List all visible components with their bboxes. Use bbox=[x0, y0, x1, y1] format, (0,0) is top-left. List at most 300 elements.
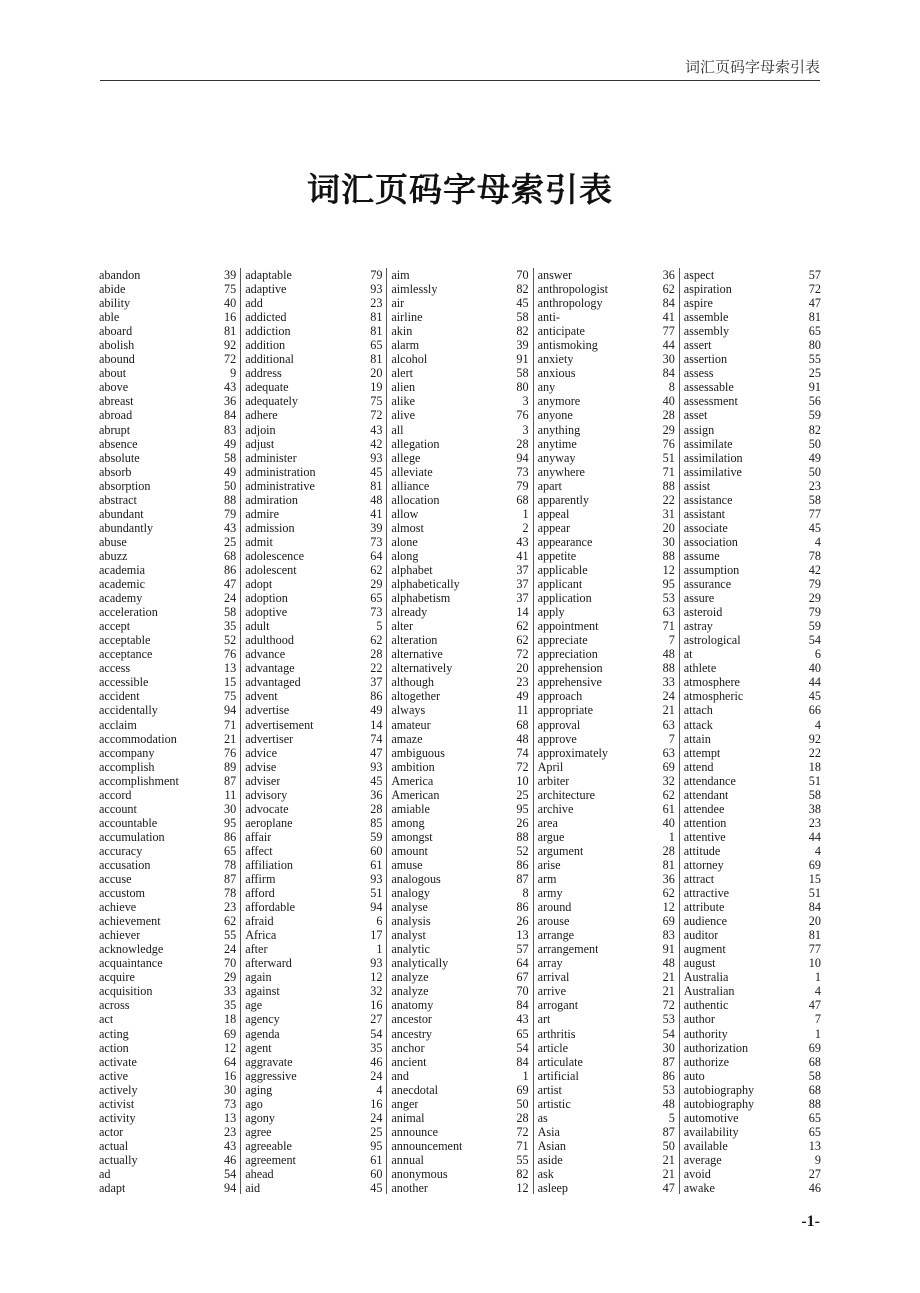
entry-page: 27 bbox=[370, 1012, 383, 1027]
index-entry bbox=[684, 479, 821, 493]
index-entry bbox=[538, 830, 675, 844]
index-entry bbox=[245, 647, 382, 661]
entry-page: 74 bbox=[370, 731, 383, 746]
index-entry bbox=[99, 310, 236, 324]
entry-word: analyse bbox=[391, 900, 428, 915]
index-entry bbox=[245, 1055, 382, 1069]
index-entry bbox=[538, 928, 675, 942]
entry-page: 68 bbox=[224, 548, 237, 563]
index-entry bbox=[391, 760, 528, 774]
entry-page: 73 bbox=[370, 605, 383, 620]
entry-word: authorization bbox=[683, 1040, 749, 1055]
entry-page: 24 bbox=[370, 1068, 383, 1083]
index-entry bbox=[684, 268, 821, 282]
entry-word: association bbox=[683, 534, 738, 549]
entry-word: advertiser bbox=[245, 731, 294, 746]
entry-page: 6 bbox=[814, 647, 821, 662]
index-entry bbox=[245, 380, 382, 394]
entry-word: adjust bbox=[245, 436, 275, 451]
index-entry bbox=[391, 661, 528, 675]
entry-word: able bbox=[99, 310, 120, 325]
index-entry bbox=[538, 703, 675, 717]
index-entry bbox=[391, 394, 528, 408]
entry-page: 43 bbox=[224, 520, 237, 535]
entry-page: 9 bbox=[814, 1152, 821, 1167]
entry-word: accidentally bbox=[99, 703, 158, 718]
entry-word: advance bbox=[245, 647, 286, 662]
running-header-title: 词汇页码字母索引表 bbox=[684, 58, 820, 76]
entry-word: awake bbox=[683, 1181, 715, 1196]
entry-page: 56 bbox=[808, 394, 821, 409]
entry-word: authority bbox=[683, 1026, 728, 1041]
index-entry bbox=[684, 998, 821, 1012]
entry-page: 40 bbox=[224, 296, 237, 311]
index-entry bbox=[245, 844, 382, 858]
index-entry bbox=[245, 928, 382, 942]
entry-page: 64 bbox=[370, 548, 383, 563]
entry-page: 43 bbox=[516, 534, 529, 549]
index-entry bbox=[99, 900, 236, 914]
entry-page: 88 bbox=[516, 829, 529, 844]
entry-word: amaze bbox=[391, 731, 423, 746]
entry-page: 22 bbox=[370, 661, 383, 676]
index-entry bbox=[538, 563, 675, 577]
index-entry bbox=[245, 268, 382, 282]
index-entry bbox=[245, 479, 382, 493]
entry-page: 21 bbox=[662, 1167, 675, 1181]
index-entry bbox=[99, 998, 236, 1012]
index-entry bbox=[99, 914, 236, 928]
entry-page: 30 bbox=[224, 1082, 237, 1097]
entry-word: application bbox=[537, 591, 592, 606]
entry-word: alphabetically bbox=[391, 577, 460, 592]
entry-word: act bbox=[99, 1012, 114, 1027]
index-entry bbox=[684, 408, 821, 422]
entry-word: apart bbox=[537, 478, 562, 493]
index-entry bbox=[245, 816, 382, 830]
entry-word: Asian bbox=[537, 1138, 566, 1153]
entry-word: auditor bbox=[683, 928, 719, 943]
entry-word: ahead bbox=[245, 1167, 274, 1181]
entry-page: 5 bbox=[376, 619, 383, 634]
entry-word: agent bbox=[245, 1040, 272, 1055]
entry-word: apparently bbox=[537, 492, 589, 507]
index-column-4 bbox=[538, 268, 675, 1198]
index-entry bbox=[684, 1097, 821, 1111]
index-entry bbox=[538, 689, 675, 703]
entry-word: august bbox=[683, 956, 716, 971]
index-entry bbox=[99, 970, 236, 984]
entry-word: army bbox=[537, 886, 563, 901]
index-entry bbox=[245, 956, 382, 970]
entry-page: 20 bbox=[808, 914, 821, 929]
entry-word: assert bbox=[683, 338, 712, 353]
entry-page: 31 bbox=[662, 506, 675, 521]
index-entry bbox=[391, 549, 528, 563]
entry-word: accuse bbox=[99, 872, 132, 887]
entry-word: addicted bbox=[245, 310, 287, 325]
entry-word: ancient bbox=[391, 1054, 427, 1069]
entry-word: announcement bbox=[391, 1138, 463, 1153]
entry-word: adhere bbox=[245, 408, 278, 423]
entry-word: affiliation bbox=[245, 857, 294, 872]
index-entry bbox=[538, 437, 675, 451]
entry-page: 21 bbox=[662, 984, 675, 999]
index-entry bbox=[99, 718, 236, 732]
entry-word: attend bbox=[683, 759, 714, 774]
entry-word: auto bbox=[683, 1068, 705, 1083]
entry-word: assist bbox=[683, 478, 711, 493]
entry-page: 1 bbox=[814, 1026, 821, 1041]
index-entry bbox=[99, 605, 236, 619]
entry-word: ask bbox=[537, 1167, 554, 1181]
entry-page: 30 bbox=[662, 1040, 675, 1055]
entry-page: 39 bbox=[516, 338, 529, 353]
entry-word: abound bbox=[99, 352, 135, 367]
entry-word: anti- bbox=[537, 310, 560, 325]
index-entry bbox=[99, 816, 236, 830]
entry-page: 71 bbox=[662, 464, 675, 479]
entry-page: 83 bbox=[224, 422, 237, 437]
entry-page: 16 bbox=[370, 998, 383, 1013]
index-column-1 bbox=[99, 268, 236, 1198]
entry-page: 82 bbox=[516, 282, 529, 297]
entry-word: allege bbox=[391, 450, 421, 465]
entry-page: 69 bbox=[808, 857, 821, 872]
index-entry bbox=[538, 970, 675, 984]
entry-page: 46 bbox=[224, 1152, 237, 1167]
index-entry bbox=[99, 1012, 236, 1026]
entry-word: automotive bbox=[683, 1110, 739, 1125]
entry-page: 50 bbox=[808, 464, 821, 479]
index-entry bbox=[391, 942, 528, 956]
entry-word: analyze bbox=[391, 984, 429, 999]
entry-page: 79 bbox=[516, 478, 529, 493]
index-entry bbox=[538, 1083, 675, 1097]
entry-page: 70 bbox=[224, 956, 237, 971]
entry-page: 24 bbox=[370, 1110, 383, 1125]
index-entry bbox=[99, 633, 236, 647]
index-entry bbox=[391, 605, 528, 619]
index-entry bbox=[538, 816, 675, 830]
entry-word: adequately bbox=[245, 394, 298, 409]
index-entry bbox=[538, 675, 675, 689]
index-entry bbox=[538, 324, 675, 338]
entry-word: arouse bbox=[537, 914, 570, 929]
entry-word: artist bbox=[537, 1082, 562, 1097]
entry-page: 86 bbox=[516, 900, 529, 915]
index-entry bbox=[99, 479, 236, 493]
entry-word: assemble bbox=[683, 310, 729, 325]
entry-word: akin bbox=[391, 324, 413, 339]
index-entry bbox=[99, 1111, 236, 1125]
index-entry bbox=[538, 507, 675, 521]
index-entry bbox=[684, 718, 821, 732]
index-entry bbox=[391, 1027, 528, 1041]
entry-page: 42 bbox=[808, 562, 821, 577]
index-entry bbox=[538, 605, 675, 619]
entry-page: 21 bbox=[662, 703, 675, 718]
entry-page: 83 bbox=[662, 928, 675, 943]
entry-page: 62 bbox=[516, 619, 529, 634]
entry-word: additional bbox=[245, 352, 294, 367]
index-entry bbox=[538, 661, 675, 675]
entry-word: adulthood bbox=[245, 633, 294, 648]
entry-page: 65 bbox=[516, 1026, 529, 1041]
entry-word: against bbox=[245, 984, 280, 999]
entry-page: 7 bbox=[668, 731, 675, 746]
entry-word: affair bbox=[245, 829, 272, 844]
index-entry bbox=[538, 521, 675, 535]
index-entry bbox=[684, 282, 821, 296]
entry-word: accessible bbox=[99, 675, 149, 690]
index-entry bbox=[245, 605, 382, 619]
entry-page: 94 bbox=[224, 1181, 237, 1196]
entry-word: abide bbox=[99, 282, 126, 297]
entry-word: arm bbox=[537, 872, 557, 887]
entry-page: 1 bbox=[814, 970, 821, 985]
entry-page: 71 bbox=[516, 1138, 529, 1153]
entry-page: 62 bbox=[516, 633, 529, 648]
entry-word: access bbox=[99, 661, 131, 676]
index-entry bbox=[245, 1153, 382, 1167]
entry-page: 58 bbox=[808, 492, 821, 507]
entry-word: alike bbox=[391, 394, 416, 409]
index-entry bbox=[245, 1167, 382, 1181]
index-entry bbox=[538, 1167, 675, 1181]
index-entry bbox=[391, 507, 528, 521]
entry-word: acting bbox=[99, 1026, 129, 1041]
entry-word: amateur bbox=[391, 717, 431, 732]
entry-word: account bbox=[99, 801, 137, 816]
entry-word: American bbox=[391, 787, 440, 802]
index-entry bbox=[684, 872, 821, 886]
index-entry bbox=[538, 1153, 675, 1167]
entry-page: 46 bbox=[370, 1054, 383, 1069]
entry-page: 36 bbox=[662, 872, 675, 887]
index-entry bbox=[538, 619, 675, 633]
entry-page: 65 bbox=[370, 338, 383, 353]
index-entry bbox=[245, 296, 382, 310]
entry-word: attentive bbox=[683, 829, 726, 844]
entry-word: ambition bbox=[391, 759, 435, 774]
entry-page: 16 bbox=[224, 310, 237, 325]
entry-word: alcohol bbox=[391, 352, 428, 367]
index-entry bbox=[684, 1083, 821, 1097]
index-entry bbox=[391, 563, 528, 577]
entry-page: 41 bbox=[370, 506, 383, 521]
page-number: -1- bbox=[801, 1213, 820, 1230]
entry-word: adoptive bbox=[245, 605, 288, 620]
entry-word: always bbox=[391, 703, 426, 718]
entry-word: audience bbox=[683, 914, 728, 929]
entry-page: 49 bbox=[516, 689, 529, 704]
entry-word: anytime bbox=[537, 436, 577, 451]
entry-word: attendee bbox=[683, 801, 725, 816]
index-entry bbox=[391, 732, 528, 746]
index-entry bbox=[684, 633, 821, 647]
index-entry bbox=[538, 760, 675, 774]
index-entry bbox=[99, 830, 236, 844]
index-entry bbox=[391, 268, 528, 282]
entry-word: adapt bbox=[99, 1181, 126, 1196]
index-entry bbox=[391, 366, 528, 380]
entry-page: 87 bbox=[224, 773, 237, 788]
entry-word: acquaintance bbox=[99, 956, 163, 971]
entry-page: 88 bbox=[662, 478, 675, 493]
index-entry bbox=[391, 970, 528, 984]
entry-word: amount bbox=[391, 843, 428, 858]
entry-page: 70 bbox=[516, 984, 529, 999]
index-entry bbox=[99, 338, 236, 352]
index-entry bbox=[684, 591, 821, 605]
entry-page: 1 bbox=[522, 1068, 529, 1083]
entry-page: 10 bbox=[808, 956, 821, 971]
entry-word: attract bbox=[683, 872, 715, 887]
entry-page: 82 bbox=[808, 422, 821, 437]
entry-word: anyone bbox=[537, 408, 573, 423]
entry-page: 37 bbox=[516, 591, 529, 606]
entry-word: anyway bbox=[537, 450, 576, 465]
entry-word: across bbox=[99, 998, 130, 1013]
entry-word: analytically bbox=[391, 956, 449, 971]
entry-page: 15 bbox=[224, 675, 237, 690]
entry-word: anywhere bbox=[537, 464, 585, 479]
entry-word: artistic bbox=[537, 1096, 571, 1111]
entry-page: 84 bbox=[224, 408, 237, 423]
index-entry bbox=[99, 380, 236, 394]
entry-word: anxiety bbox=[537, 352, 574, 367]
index-entry bbox=[245, 549, 382, 563]
index-entry bbox=[538, 465, 675, 479]
index-entry bbox=[245, 352, 382, 366]
entry-page: 81 bbox=[370, 310, 383, 325]
entry-page: 28 bbox=[516, 436, 529, 451]
entry-page: 65 bbox=[370, 591, 383, 606]
entry-word: assumption bbox=[683, 562, 740, 577]
entry-page: 95 bbox=[516, 801, 529, 816]
entry-word: another bbox=[391, 1181, 428, 1196]
entry-page: 68 bbox=[808, 1054, 821, 1069]
index-entry bbox=[684, 563, 821, 577]
entry-word: Asia bbox=[537, 1124, 560, 1139]
entry-word: adaptable bbox=[245, 268, 292, 282]
entry-page: 58 bbox=[808, 1068, 821, 1083]
index-entry bbox=[99, 282, 236, 296]
index-entry bbox=[391, 437, 528, 451]
entry-word: affordable bbox=[245, 900, 296, 915]
index-entry bbox=[684, 802, 821, 816]
entry-word: augment bbox=[683, 942, 726, 957]
entry-word: absolute bbox=[99, 450, 140, 465]
index-entry bbox=[245, 1097, 382, 1111]
entry-word: arthritis bbox=[537, 1026, 576, 1041]
entry-word: apply bbox=[537, 605, 565, 620]
column-divider bbox=[529, 268, 538, 1198]
entry-word: atmospheric bbox=[683, 689, 744, 704]
entry-page: 86 bbox=[224, 562, 237, 577]
entry-page: 87 bbox=[662, 1054, 675, 1069]
index-entry bbox=[684, 310, 821, 324]
entry-word: aging bbox=[245, 1082, 273, 1097]
entry-word: acquire bbox=[99, 970, 135, 985]
entry-word: analyze bbox=[391, 970, 429, 985]
entry-page: 23 bbox=[808, 478, 821, 493]
entry-word: accustom bbox=[99, 886, 146, 901]
entry-word: academia bbox=[99, 562, 146, 577]
entry-page: 39 bbox=[224, 268, 237, 282]
index-entry bbox=[245, 1069, 382, 1083]
entry-page: 44 bbox=[662, 338, 675, 353]
entry-page: 22 bbox=[662, 492, 675, 507]
entry-word: analogy bbox=[391, 886, 430, 901]
index-entry bbox=[245, 872, 382, 886]
entry-page: 86 bbox=[224, 829, 237, 844]
index-entry bbox=[391, 408, 528, 422]
entry-word: atmosphere bbox=[683, 675, 740, 690]
entry-page: 73 bbox=[516, 464, 529, 479]
index-entry bbox=[538, 886, 675, 900]
index-entry bbox=[684, 788, 821, 802]
entry-word: anymore bbox=[537, 394, 581, 409]
entry-page: 74 bbox=[516, 745, 529, 760]
entry-page: 38 bbox=[808, 801, 821, 816]
entry-page: 24 bbox=[662, 689, 675, 704]
index-entry bbox=[99, 858, 236, 872]
index-entry bbox=[684, 1041, 821, 1055]
index-entry bbox=[245, 591, 382, 605]
entry-word: astray bbox=[683, 619, 713, 634]
entry-word: attention bbox=[683, 815, 727, 830]
entry-word: assimilation bbox=[683, 450, 743, 465]
entry-page: 52 bbox=[516, 843, 529, 858]
entry-page: 68 bbox=[516, 492, 529, 507]
index-entry bbox=[245, 465, 382, 479]
index-entry bbox=[391, 296, 528, 310]
entry-word: absence bbox=[99, 436, 138, 451]
entry-page: 22 bbox=[808, 745, 821, 760]
entry-word: announce bbox=[391, 1124, 439, 1139]
index-entry bbox=[684, 507, 821, 521]
index-entry bbox=[684, 521, 821, 535]
index-entry bbox=[99, 647, 236, 661]
index-entry bbox=[245, 914, 382, 928]
entry-word: academy bbox=[99, 591, 143, 606]
entry-word: associate bbox=[683, 520, 728, 535]
index-entry bbox=[99, 352, 236, 366]
entry-word: alternatively bbox=[391, 661, 453, 676]
entry-word: appeal bbox=[537, 506, 570, 521]
index-entry bbox=[538, 633, 675, 647]
index-entry bbox=[684, 1125, 821, 1139]
entry-page: 45 bbox=[516, 296, 529, 311]
entry-word: admit bbox=[245, 534, 273, 549]
entry-word: about bbox=[99, 366, 127, 381]
entry-word: aspire bbox=[683, 296, 713, 311]
index-entry bbox=[538, 788, 675, 802]
entry-page: 61 bbox=[370, 857, 383, 872]
entry-word: afford bbox=[245, 886, 275, 901]
index-entry bbox=[391, 423, 528, 437]
index-entry bbox=[391, 788, 528, 802]
entry-page: 24 bbox=[224, 591, 237, 606]
index-entry bbox=[684, 577, 821, 591]
index-entry bbox=[99, 1167, 236, 1181]
index-entry bbox=[99, 703, 236, 717]
entry-page: 65 bbox=[808, 1124, 821, 1139]
entry-page: 86 bbox=[370, 689, 383, 704]
entry-page: 27 bbox=[808, 1167, 821, 1181]
